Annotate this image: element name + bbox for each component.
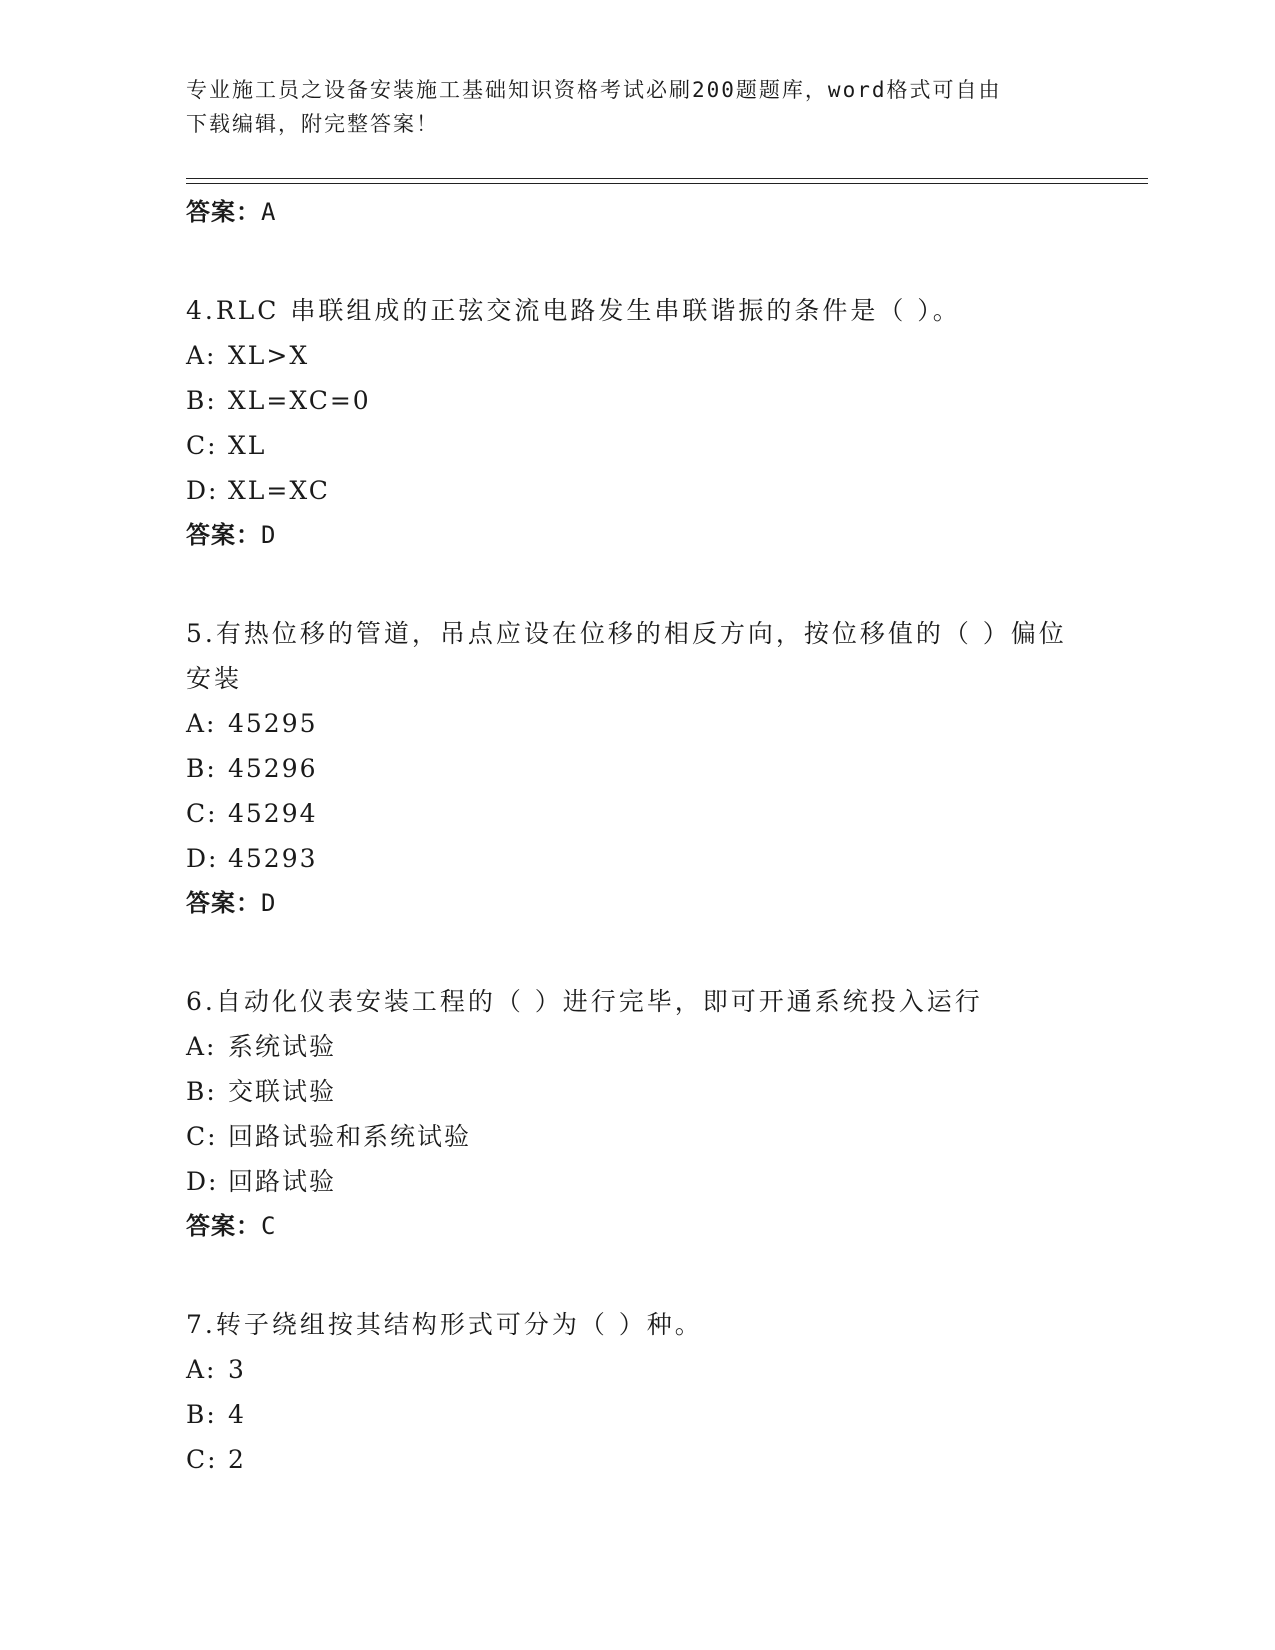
option-text: 45293 [228,844,318,873]
option-text: 45296 [228,754,318,783]
answer-label: 答案： [186,1212,261,1240]
option-letter: A: [186,341,217,370]
answer-line [186,881,1086,925]
option-c [186,1437,1086,1482]
option-text: XL=XC=0 [228,386,371,415]
option-d [186,1159,1086,1204]
option-text: 3 [228,1355,246,1384]
option-text: 45294 [228,799,318,828]
document-header [186,73,1066,141]
option-c [186,423,1086,468]
option-text: 回路试验和系统试验 [228,1122,472,1151]
option-d [186,836,1086,881]
answer-value: D [261,889,277,917]
option-b [186,746,1086,791]
question-stem: 5.有热位移的管道，吊点应设在位移的相反方向，按位移值的（ ）偏位安装 [186,619,1067,693]
option-text: XL=XC [228,476,330,505]
answer-label: 答案： [186,198,261,226]
option-b [186,378,1086,423]
header-title-line-1: 专业施工员之设备安装施工基础知识资格考试必刷200题题库，word格式可自由 [186,78,1002,102]
answer-line [186,513,1086,557]
question-block [186,979,1086,1248]
option-a [186,1024,1086,1069]
answer-value: D [261,521,277,549]
header-divider-bottom [186,183,1148,184]
header-divider-top [186,178,1148,179]
option-text: 回路试验 [228,1167,337,1196]
option-letter: B: [186,754,217,783]
option-b [186,1392,1086,1437]
option-text: XL>X [228,341,310,370]
question-block [186,1302,1086,1482]
answer-label: 答案： [186,521,261,549]
option-letter: B: [186,386,217,415]
question-list [186,190,1086,1482]
question-block [186,288,1086,557]
option-letter: A: [186,1355,217,1384]
prev-answer-line [186,190,1086,234]
question-stem: 6.自动化仪表安装工程的（ ）进行完毕，即可开通系统投入运行 [186,987,983,1016]
option-text: XL [228,431,267,460]
option-letter: B: [186,1400,217,1429]
option-letter: D: [186,844,219,873]
header-title-line-2: 下载编辑，附完整答案！ [186,112,439,136]
option-d [186,468,1086,513]
option-text: 4 [228,1400,246,1429]
option-letter: D: [186,476,219,505]
answer-line [186,1204,1086,1248]
question-stem: 7.转子绕组按其结构形式可分为（ ）种。 [186,1310,703,1339]
option-c [186,791,1086,836]
option-letter: C: [186,431,218,460]
answer-value: C [261,1212,277,1240]
option-letter: A: [186,709,217,738]
option-letter: D: [186,1167,219,1196]
option-text: 系统试验 [228,1032,337,1061]
option-letter: B: [186,1077,217,1106]
option-c [186,1114,1086,1159]
option-text: 2 [228,1445,246,1474]
option-letter: A: [186,1032,217,1061]
option-letter: C: [186,799,218,828]
question-stem: 4.RLC 串联组成的正弦交流电路发生串联谐振的条件是（ ）。 [186,296,961,325]
option-letter: C: [186,1122,218,1151]
option-b [186,1069,1086,1114]
option-a [186,701,1086,746]
answer-label: 答案： [186,889,261,917]
option-a [186,333,1086,378]
option-letter: C: [186,1445,218,1474]
option-text: 45295 [228,709,318,738]
option-a [186,1347,1086,1392]
answer-value: A [261,198,277,226]
question-block [186,611,1086,925]
option-text: 交联试验 [228,1077,337,1106]
